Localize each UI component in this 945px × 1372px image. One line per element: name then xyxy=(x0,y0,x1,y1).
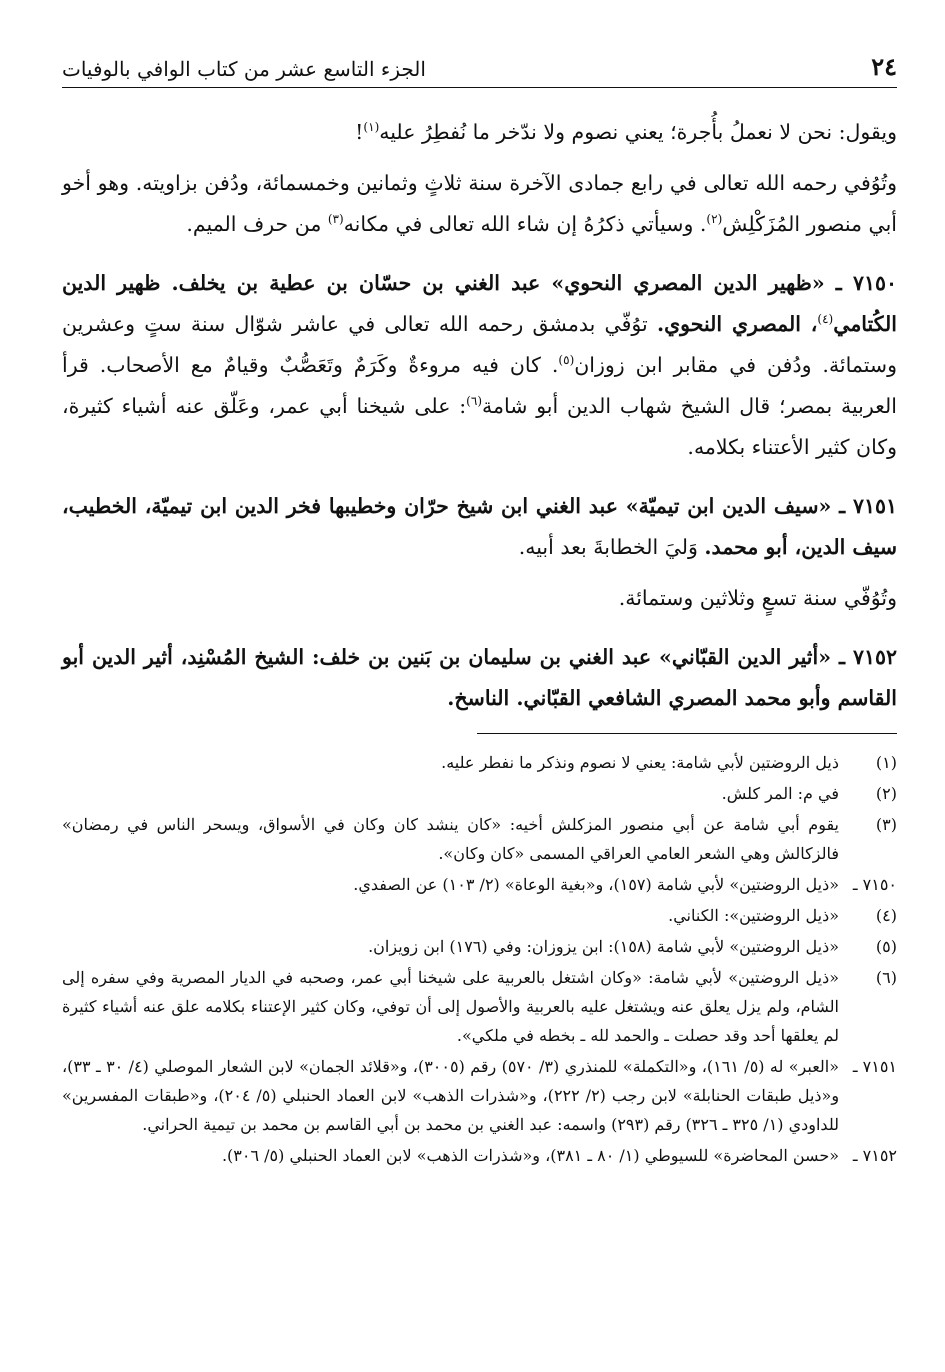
footnote-text: في م: المر كلش. xyxy=(721,784,839,803)
footnote-marker: (٦) xyxy=(875,968,897,987)
footnote xyxy=(62,901,897,930)
running-header xyxy=(62,40,897,88)
book-page xyxy=(62,40,897,1172)
footnote-ref: (١) xyxy=(363,120,380,135)
footnote-ref: (٢) xyxy=(706,212,723,227)
footnote-text: ذيل الروضتين لأبي شامة: يعني لا نصوم ونذكر ما نفطر عليه. xyxy=(441,753,839,772)
footnote-text: «ذيل الروضتين» لأبي شامة: «وكان اشتغل بالعربية على شيخنا أبي عمر، وصحبه في الديار المصرية وفي سفره إلى الشام، ولم يزل يعلق عنه ويشتغل عليه بالعربية والأصول إلى أن توفي، وكان كثير الإعتناء بكلامه علق عنه أشياء كثيرة لم يعلقها أحد وقد حصلت ـ والحمد لله ـ بخطه في ملكي». xyxy=(62,968,839,1045)
paragraph-text: . وسيأتي ذكرُهُ إن شاء الله تعالى في مكانه xyxy=(343,212,707,236)
paragraph-text: . كان فيه مروءةٌ وكَرَمٌ وتَعَصُّبٌ وقيامٌ مع الأصحاب. قرأ العربية بمصر؛ قال الشيخ شهاب الدين أبو شامة xyxy=(62,353,897,418)
paragraph xyxy=(62,163,897,245)
footnote xyxy=(62,1052,897,1139)
footnote-marker: (١) xyxy=(875,753,897,772)
footnote-separator xyxy=(477,733,897,734)
paragraph-text: وَليَ الخطابةَ بعد أبيه. xyxy=(518,535,705,559)
paragraph-text: توُفّي بدمشق رحمه الله تعالى في عاشر شوّال سنة ستٍ وعشرين وستمائة. ودُفن في مقابر ابن زوزان xyxy=(62,312,897,377)
running-title: الجزء التاسع عشر من كتاب الوافي بالوفيات xyxy=(62,57,426,81)
paragraph-text: ويقول: نحن لا نعملُ بأُجرة؛ يعني نصوم ولا ندّخر ما نُفطِرُ عليه xyxy=(379,120,897,144)
entry-7150 xyxy=(62,263,897,468)
footnote xyxy=(62,870,897,899)
footnote-marker: ٧١٥٠ ـ xyxy=(852,875,897,894)
footnote xyxy=(62,748,897,777)
paragraph-text: وتُوُفي رحمه الله تعالى في رابع جمادى الآخرة سنة ثلاثٍ وثمانين وخمسمائة، ودُفن بزاويته. وهو أخو أبي منصور المُزَكْلِش xyxy=(62,171,897,236)
entry-heading: ٧١٥١ ـ «سيف الدين ابن تيميّة» عبد الغني ابن شيخ حرّان وخطيبها فخر الدين ابن تيميّة، الخطيب، سيف الدين، أبو محمد. xyxy=(62,494,897,559)
paragraph-text: من حرف الميم. xyxy=(186,212,328,236)
paragraph-text: ! xyxy=(355,120,364,144)
entry-7151 xyxy=(62,486,897,568)
page-number: ٢٤ xyxy=(871,52,897,81)
footnote-text: «ذيل الروضتين» لأبي شامة (١٥٨): ابن يزوزان: وفي (١٧٦) ابن زويزان. xyxy=(368,937,839,956)
paragraph-text: : على شيخنا أبي عمر، وعَلّق عنه أشياء كثيرة، وكان كثير الأعتناء بكلامه. xyxy=(62,394,897,459)
footnote-marker: (٥) xyxy=(875,937,897,956)
entry-heading: ، المصري النحوي. xyxy=(656,312,818,336)
footnote-text: «ذيل الروضتين» لأبي شامة (١٥٧)، و«بغية الوعاة» (٢/ ١٠٣) عن الصفدي. xyxy=(353,875,839,894)
footnote-ref: (٣) xyxy=(327,212,344,227)
footnote xyxy=(62,810,897,868)
footnote-text: «ذيل الروضتين»: الكناني. xyxy=(668,906,839,925)
footnote-ref: (٦) xyxy=(466,394,482,409)
paragraph xyxy=(62,112,897,153)
footnote-marker: (٤) xyxy=(875,906,897,925)
footnote-marker: (٣) xyxy=(875,815,897,834)
footnote xyxy=(62,963,897,1050)
entry-heading: ٧١٥٢ ـ «أثير الدين القبّاني» عبد الغني بن سليمان بن بَنين بن خلف: الشيخ المُسْنِد، أثير الدين أبو القاسم وأبو محمد المصري الشافعي القبّاني. الناسخ. xyxy=(62,645,897,710)
footnote-text: «حسن المحاضرة» للسيوطي (١/ ٨٠ ـ ٣٨١)، و«شذرات الذهب» لابن العماد الحنبلي (٥/ ٣٠٦). xyxy=(221,1146,839,1165)
footnote xyxy=(62,932,897,961)
footnote-text: يقوم أبي شامة عن أبي منصور المزكلش أخيه: «كان ينشد كان وكان في الأسواق، ويسحر الناس في رمضان» فالزكالش وهي الشعر العامي العراقي المسمى «كان وكان». xyxy=(62,815,840,863)
footnote-marker: ٧١٥١ ـ xyxy=(852,1057,897,1076)
paragraph-text: وتُوُفّي سنة تسعٍ وثلاثين وستمائة. xyxy=(618,586,897,610)
footnote-ref: (٥) xyxy=(558,353,575,368)
entry-heading: ٧١٥٠ ـ «ظهير الدين المصري النحوي» عبد الغني بن حسّان بن عطية بن يخلف. ظهير الدين الكُتامي xyxy=(62,271,897,336)
entry-7152 xyxy=(62,637,897,719)
paragraph xyxy=(62,578,897,619)
footnote-ref: (٤) xyxy=(817,312,834,327)
footnote xyxy=(62,1141,897,1170)
footnotes xyxy=(62,748,897,1170)
footnote-marker: (٢) xyxy=(875,784,897,803)
footnote-text: «العبر» له (٥/ ١٦١)، و«التكملة» للمنذري (٣/ ٥٧٠) رقم (٣٠٠٥)، و«قلائد الجمان» لابن الشعار الموصلي (٤/ ٣٠ ـ ٣٣)، و«ذيل طبقات الحنابلة» لابن رجب (٢/ ٢٢٢)، و«شذرات الذهب» لابن العماد الحنبلي (٥/ ٢٠٤)، و«طبقات المفسرين» للداودي (١/ ٣٢٥ ـ ٣٢٦) رقم (٢٩٣) واسمه: عبد الغني بن محمد بن أبي القاسم بن محمد بن تيمية الحراني. xyxy=(62,1057,840,1134)
main-text xyxy=(62,112,897,719)
footnote xyxy=(62,779,897,808)
footnote-marker: ٧١٥٢ ـ xyxy=(852,1146,897,1165)
